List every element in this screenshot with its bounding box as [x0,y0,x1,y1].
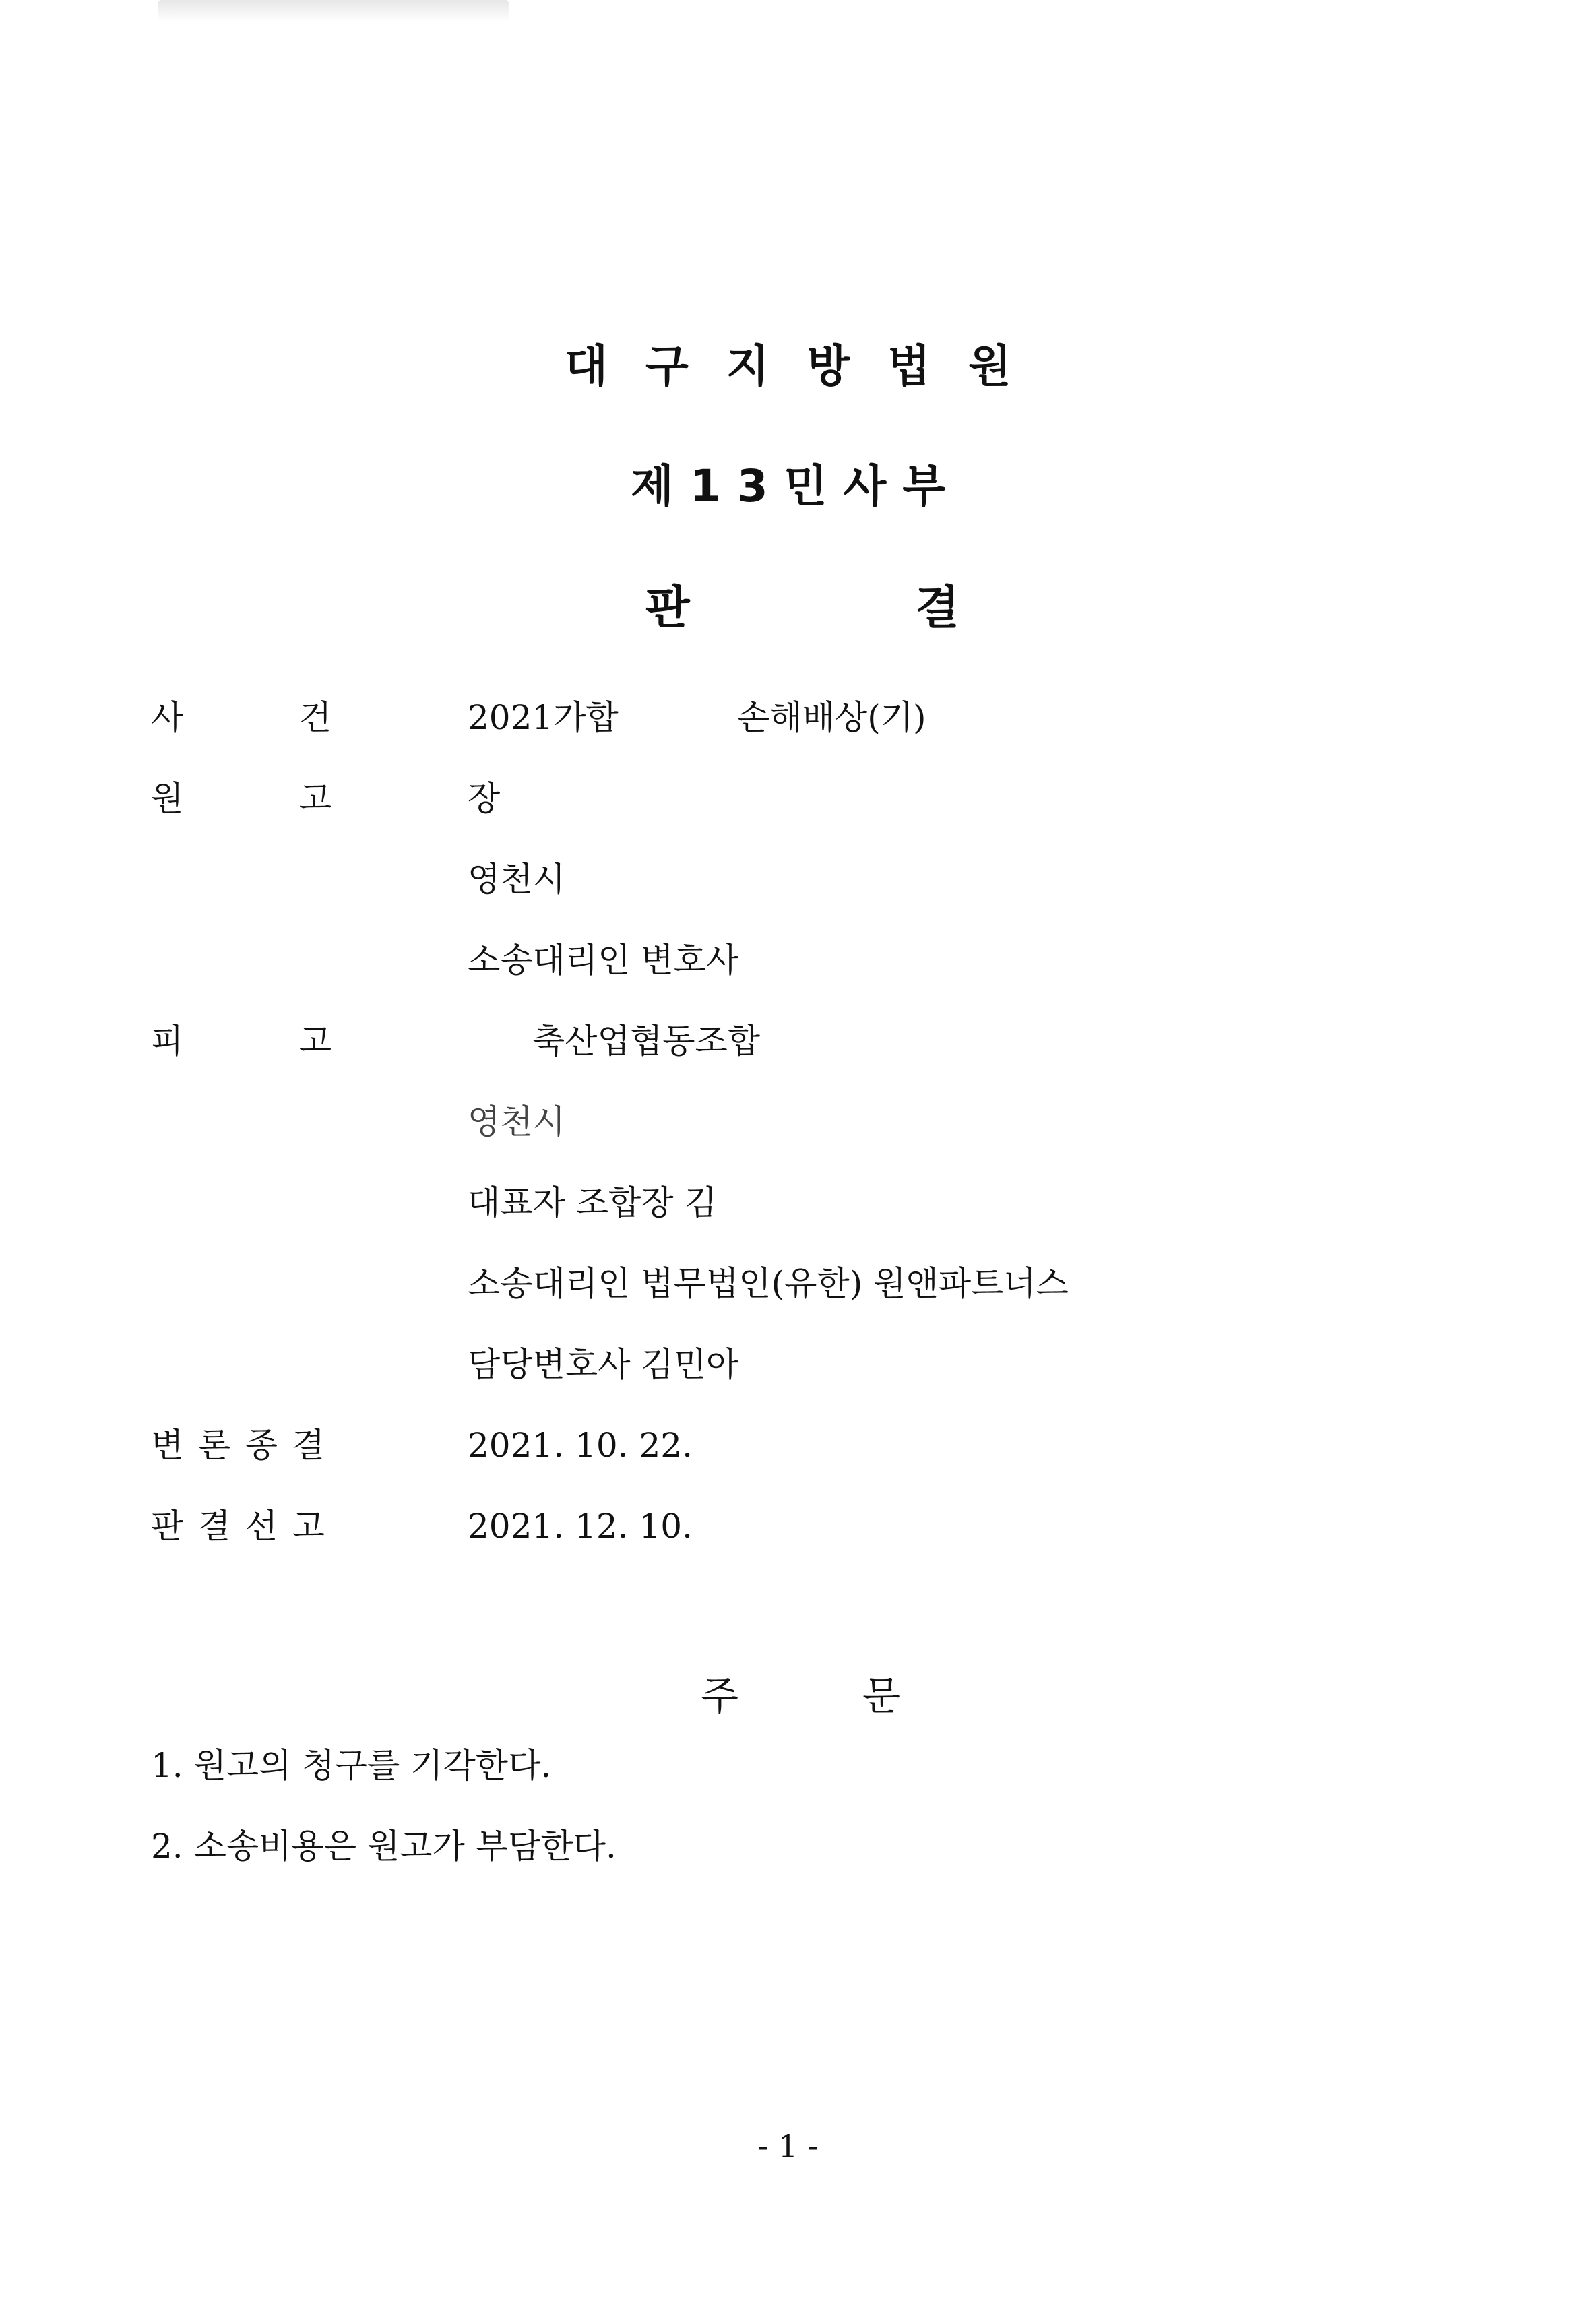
case-label [151,697,332,738]
label-char: 고 [298,779,332,818]
court-name-char: 법 [887,340,969,392]
order-title-char: 주 [701,1673,739,1719]
label-char: 사 [151,698,184,737]
defendant-address: 영천시 [468,1102,565,1141]
judgment-pronounced-date: 2021. 12. 10. [468,1507,693,1546]
hearing-closed-label [151,1425,325,1466]
redacted-header-stamp [158,0,509,22]
division-char: 3 [736,460,784,512]
defendant-label [151,1021,332,1061]
division-char: 민 [784,460,844,512]
judgment-title-char: 판 [645,582,690,635]
defendant-name: 축산업협동조합 [532,1022,761,1061]
label-char: 건 [298,698,332,737]
plaintiff-address: 영천시 [468,860,565,899]
label-char: 원 [151,779,184,818]
order-item: 2. 소송비용은 원고가 부담한다. [151,1827,617,1866]
hearing-closed-date: 2021. 10. 22. [468,1426,693,1465]
label-char: 고 [292,1507,325,1546]
court-name [0,330,1576,394]
court-name-char: 지 [726,340,807,392]
division-char: 사 [843,460,903,512]
label-char: 판 [151,1507,184,1546]
label-char: 변 [151,1426,184,1465]
court-name-char: 구 [645,340,726,392]
plaintiff-label [151,778,332,819]
judgment-pronounced-label [151,1506,325,1546]
division-name [0,450,1576,514]
order-title-char: 문 [862,1673,900,1719]
defendant-attorney: 소송대리인 법무법인(유한) 원앤파트너스 [468,1264,1069,1303]
division-char: 1 [689,460,737,512]
label-char: 선 [245,1507,278,1546]
defendant-representative: 대표자 조합장 김 [468,1183,717,1222]
plaintiff-attorney: 소송대리인 변호사 [468,941,739,980]
label-char: 결 [197,1507,231,1546]
judgment-title-char: 결 [915,582,959,635]
label-char: 종 [245,1426,278,1465]
court-name-char: 대 [565,340,645,392]
label-char: 고 [298,1022,332,1061]
division-char: 제 [631,460,690,512]
label-char: 피 [151,1022,184,1061]
order-item: 1. 원고의 청구를 기각한다. [151,1746,552,1785]
case-name: 손해배상(기) [737,698,926,737]
label-char: 결 [292,1426,325,1465]
court-name-char: 원 [968,340,1049,392]
division-char: 부 [902,460,962,512]
court-name-char: 방 [807,340,888,392]
label-char: 론 [197,1426,231,1465]
defendant-lawyer-in-charge: 담당변호사 김민아 [468,1345,739,1384]
order-title [701,1664,900,1721]
page-number: - 1 - [757,2128,819,2164]
plaintiff-name: 장 [468,779,501,818]
case-number: 2021가합 [468,698,619,737]
